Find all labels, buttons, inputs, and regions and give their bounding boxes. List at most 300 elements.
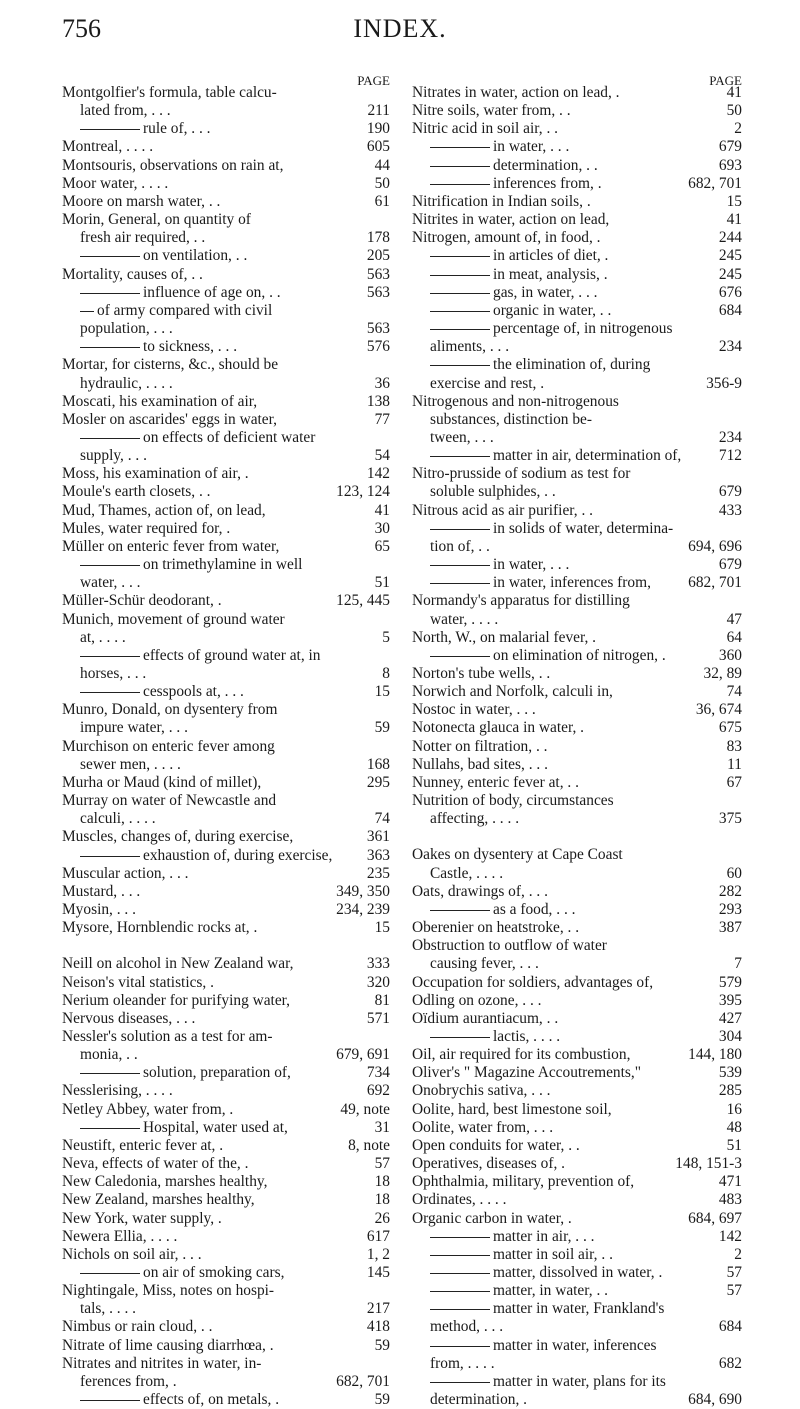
- index-line: [412, 756, 742, 774]
- entry-text: [80, 719, 371, 737]
- index-line: [412, 901, 742, 919]
- index-line: [62, 411, 390, 429]
- entry-text: [80, 1264, 363, 1282]
- page-ref: 675: [718, 719, 742, 737]
- entry-label: Moss, his examination of air, .: [62, 465, 249, 483]
- repeat-dash: [80, 565, 140, 566]
- page-ref: 11: [727, 755, 742, 773]
- page-ref: 125, 445: [336, 592, 390, 610]
- entry-label: Nitrate of lime causing diarrhœa, .: [62, 1336, 274, 1354]
- entry-label: Open conduits for water, . .: [412, 1136, 580, 1154]
- page-ref: 59: [374, 719, 390, 737]
- entry-text: [430, 1391, 684, 1409]
- page-column-heading: PAGE: [709, 73, 742, 88]
- index-entry: [62, 1264, 390, 1282]
- index-line: [412, 647, 742, 665]
- index-line: [62, 375, 390, 393]
- entry-label: Munich, movement of ground water: [62, 610, 285, 628]
- index-entry: [62, 411, 390, 429]
- entry-text: [430, 520, 738, 538]
- entry-label: Nitrogenous and non-nitrogenous: [412, 392, 619, 410]
- repeat-dash: [430, 1273, 490, 1274]
- entry-label: soluble sulphides, . .: [430, 483, 556, 501]
- entry-label: Nerium oleander for purifying water,: [62, 991, 291, 1009]
- entry-label: Mustard, . . .: [62, 882, 141, 900]
- entry-text: [412, 229, 715, 247]
- entry-text: [430, 1228, 715, 1246]
- entry-label: supply, . . .: [80, 447, 147, 465]
- entry-label: Norwich and Norfolk, calculi in,: [412, 683, 613, 701]
- entry-label: gas, in water, . . .: [493, 283, 598, 301]
- page-ref: 387: [718, 919, 742, 937]
- repeat-dash: [430, 329, 490, 330]
- index-line: [412, 974, 742, 992]
- index-line: [62, 828, 390, 846]
- entry-text: [430, 138, 715, 156]
- index-entry: [412, 320, 742, 356]
- entry-label: Mud, Thames, action of, on lead,: [62, 501, 266, 519]
- entry-label: water, . . . .: [430, 610, 499, 628]
- entry-text: [62, 792, 386, 810]
- repeat-dash: [430, 1382, 490, 1383]
- entry-label: Oolite, hard, best limestone soil,: [412, 1100, 612, 1118]
- page-ref: 59: [374, 1391, 390, 1409]
- entry-text: [80, 629, 378, 647]
- page-ref: 684: [718, 301, 742, 319]
- entry-text: [80, 320, 363, 338]
- page-ref: 679: [718, 138, 742, 156]
- index-line: [62, 974, 390, 992]
- index-line: [62, 193, 390, 211]
- page-ref: 235: [366, 864, 390, 882]
- entry-label: Odling on ozone, . . .: [412, 991, 542, 1009]
- index-line: [412, 302, 742, 320]
- entry-label: Ophthalmia, military, prevention of,: [412, 1173, 635, 1191]
- entry-label: Normandy's apparatus for distilling: [412, 592, 630, 610]
- index-entry: [412, 738, 742, 756]
- entry-label: effects of, on metals, .: [143, 1391, 280, 1409]
- index-line: [412, 1391, 742, 1409]
- page-ref: 74: [726, 683, 742, 701]
- entry-label: Neva, effects of water of the, .: [62, 1155, 249, 1173]
- repeat-dash: [430, 256, 490, 257]
- entry-label: Nitro-prusside of sodium as test for: [412, 465, 631, 483]
- index-entry: [62, 1137, 390, 1155]
- index-entry: [62, 1318, 390, 1336]
- repeat-dash: [80, 256, 140, 257]
- repeat-dash: [80, 856, 140, 857]
- index-line: [62, 1155, 390, 1173]
- index-line: [412, 1282, 742, 1300]
- entry-text: [80, 1046, 332, 1064]
- repeat-dash: [430, 293, 490, 294]
- page-ref: 41: [726, 84, 742, 101]
- index-line: [412, 1101, 742, 1119]
- page-ref: 576: [366, 338, 390, 356]
- entry-text: [430, 1355, 715, 1373]
- index-entry: [62, 247, 390, 265]
- entry-label: Mysore, Hornblendic rocks at, .: [62, 919, 258, 937]
- entry-label: effects of ground water at, in: [143, 646, 321, 664]
- index-line: [62, 756, 390, 774]
- entry-label: as a food, . . .: [493, 900, 576, 918]
- page-ref: 571: [366, 1009, 390, 1027]
- entry-text: [412, 84, 723, 102]
- index-line: [412, 284, 742, 302]
- page-ref: 395: [718, 991, 742, 1009]
- entry-text: [80, 120, 363, 138]
- entry-label: Oïdium aurantiacum, . .: [412, 1009, 559, 1027]
- repeat-dash: [80, 1400, 140, 1401]
- index-line: [412, 846, 742, 864]
- index-entry: [62, 1282, 390, 1318]
- index-entry: [412, 1119, 742, 1137]
- entry-text: [62, 865, 363, 883]
- index-entry: [412, 1082, 742, 1100]
- entry-label: Mortar, for cisterns, &c., should be: [62, 356, 279, 374]
- index-entry: [412, 356, 742, 392]
- page-ref: 50: [726, 102, 742, 120]
- entry-label: Neustift, enteric fever at, .: [62, 1136, 224, 1154]
- entry-text: [430, 175, 684, 193]
- page-ref: 57: [374, 1155, 390, 1173]
- page-ref: 682, 701: [688, 174, 742, 192]
- page-ref: 36, 674: [695, 701, 742, 719]
- entry-label: matter in air, . . .: [493, 1227, 595, 1245]
- entry-label: Ordinates, . . . .: [412, 1191, 507, 1209]
- entry-label: Mortality, causes of, . .: [62, 265, 203, 283]
- index-entry: [412, 937, 742, 973]
- entry-text: [62, 901, 332, 919]
- entry-label: matter, in water, . .: [493, 1282, 609, 1300]
- page-ref: 178: [366, 229, 390, 247]
- entry-text: [80, 647, 386, 665]
- entry-text: [62, 974, 363, 992]
- index-entry: [412, 284, 742, 302]
- repeat-dash: [430, 1346, 490, 1347]
- entry-label: Neill on alcohol in New Zealand war,: [62, 955, 294, 973]
- entry-text: [430, 647, 715, 665]
- index-line: [412, 592, 742, 610]
- index-entry: [412, 919, 742, 937]
- index-line: [412, 483, 742, 501]
- index-entry: [412, 1191, 742, 1209]
- entry-label: Oats, drawings of, . . .: [412, 882, 548, 900]
- entry-text: [62, 483, 332, 501]
- entry-label: Oliver's " Magazine Accoutrements,": [412, 1064, 642, 1082]
- index-entry: [412, 1210, 742, 1228]
- entry-label: in articles of diet, .: [493, 247, 609, 265]
- index-entry: [412, 883, 742, 901]
- entry-label: Castle, . . . .: [430, 864, 504, 882]
- index-line: [412, 102, 742, 120]
- index-entry: [412, 157, 742, 175]
- index-line: [62, 901, 390, 919]
- index-line: [62, 338, 390, 356]
- page-ref: 65: [374, 537, 390, 555]
- index-line: [62, 665, 390, 683]
- entry-label: on elimination of nitrogen, .: [493, 646, 666, 664]
- index-line: [62, 447, 390, 465]
- page-ref: 51: [726, 1136, 742, 1154]
- index-line: [412, 1064, 742, 1082]
- index-entry: [412, 1373, 742, 1409]
- repeat-dash: [430, 184, 490, 185]
- entry-text: [62, 211, 386, 229]
- index-line: [62, 247, 390, 265]
- index-line: [412, 574, 742, 592]
- entry-text: [430, 538, 684, 556]
- entry-text: [430, 1028, 715, 1046]
- index-entry: [62, 1355, 390, 1391]
- entry-label: Morin, General, on quantity of: [62, 211, 251, 229]
- index-entry: [412, 1010, 742, 1028]
- entry-label: to sickness, . . .: [143, 338, 238, 356]
- repeat-dash: [430, 365, 490, 366]
- index-entry: [412, 502, 742, 520]
- entry-label: Nitric acid in soil air, . .: [412, 120, 558, 138]
- page-ref: 684, 697: [688, 1209, 742, 1227]
- index-line: [412, 1228, 742, 1246]
- entry-label: cesspools at, . . .: [143, 683, 244, 701]
- page-ref: 18: [374, 1191, 390, 1209]
- index-line: [62, 719, 390, 737]
- index-entry: [62, 611, 390, 647]
- index-line: [62, 955, 390, 973]
- entry-text: [412, 883, 715, 901]
- entry-text: [412, 102, 723, 120]
- page-ref: 245: [718, 247, 742, 265]
- repeat-dash: [430, 311, 490, 312]
- index-line: [62, 102, 390, 120]
- index-line: [412, 701, 742, 719]
- index-line: [62, 683, 390, 701]
- index-line: [412, 1373, 742, 1391]
- entry-text: [412, 756, 723, 774]
- index-entry: [62, 211, 390, 247]
- index-line: [412, 1318, 742, 1336]
- index-entry: [62, 1246, 390, 1264]
- index-entry: [62, 738, 390, 774]
- repeat-dash: [430, 529, 490, 530]
- entry-text: [430, 411, 738, 429]
- page-ref: 138: [366, 392, 390, 410]
- index-line: [62, 992, 390, 1010]
- page-ref: 282: [718, 882, 742, 900]
- repeat-dash: [80, 656, 140, 657]
- page-ref: 245: [718, 265, 742, 283]
- page-ref: 320: [366, 973, 390, 991]
- entry-text: [62, 538, 371, 556]
- index-entry: [62, 792, 390, 828]
- entry-label: monia, . .: [80, 1046, 138, 1064]
- index-entry: [412, 138, 742, 156]
- entry-label: ferences from, .: [80, 1372, 177, 1390]
- page-ref: 471: [718, 1173, 742, 1191]
- page-ref: 47: [726, 610, 742, 628]
- index-entry: [62, 393, 390, 411]
- index-line: [412, 375, 742, 393]
- repeat-dash: [80, 1073, 140, 1074]
- index-line: [412, 1264, 742, 1282]
- entry-label: aliments, . . .: [430, 338, 510, 356]
- index-line: [412, 193, 742, 211]
- entry-text: [62, 1246, 363, 1264]
- entry-text: [62, 411, 371, 429]
- entry-label: Murha or Maud (kind of millet),: [62, 773, 262, 791]
- entry-label: sewer men, . . . .: [80, 755, 181, 773]
- entry-label: Organic carbon in water, .: [412, 1209, 572, 1227]
- page-ref: 30: [374, 519, 390, 537]
- entry-label: matter, dissolved in water, .: [493, 1264, 663, 1281]
- entry-label: exhaustion of, during exercise,: [143, 846, 333, 864]
- page-ref: 5: [382, 628, 390, 646]
- index-line: [62, 1246, 390, 1264]
- index-entry: [412, 175, 742, 193]
- index-line: [62, 1137, 390, 1155]
- entry-label: on trimethylamine in well: [143, 556, 303, 574]
- index-entry: [412, 719, 742, 737]
- entry-label: Operatives, diseases of, .: [412, 1155, 566, 1173]
- entry-text: [62, 502, 371, 520]
- entry-label: Müller-Schür deodorant, .: [62, 592, 222, 610]
- index-entry: [412, 756, 742, 774]
- page-ref: 605: [366, 138, 390, 156]
- index-column-right: [412, 73, 742, 1409]
- index-entry: [62, 266, 390, 284]
- entry-label: of army compared with civil: [97, 301, 273, 319]
- page-ref: 145: [366, 1264, 390, 1281]
- entry-label: Mules, water required for, .: [62, 519, 231, 537]
- index-line: [62, 1119, 390, 1137]
- entry-label: Nervous diseases, . . .: [62, 1009, 196, 1027]
- repeat-dash: [80, 311, 94, 312]
- entry-text: [430, 1282, 723, 1300]
- entry-text: [430, 556, 715, 574]
- repeat-dash: [430, 910, 490, 911]
- page-ref: 361: [366, 828, 390, 846]
- index-entry: [62, 138, 390, 156]
- page-ref: 682, 701: [336, 1372, 390, 1390]
- entry-text: [412, 738, 723, 756]
- section-gap: [62, 937, 390, 955]
- index-line: [62, 738, 390, 756]
- index-entry: [412, 302, 742, 320]
- index-entry: [412, 792, 742, 828]
- index-entry: [62, 338, 390, 356]
- page-ref: 285: [718, 1082, 742, 1100]
- entry-label: Onobrychis sativa, . . .: [412, 1082, 551, 1100]
- index-line: [412, 465, 742, 483]
- index-line: [62, 629, 390, 647]
- entry-label: Nitrates in water, action on lead, .: [412, 84, 620, 101]
- entry-text: [62, 1318, 363, 1336]
- index-entry: [62, 1082, 390, 1100]
- index-entry: [62, 1064, 390, 1082]
- entry-label: Moor water, . . . .: [62, 174, 169, 192]
- entry-text: [62, 157, 371, 175]
- entry-text: [62, 138, 363, 156]
- index-line: [62, 792, 390, 810]
- entry-text: [430, 266, 715, 284]
- index-line: [412, 1191, 742, 1209]
- page-ref: 333: [366, 955, 390, 973]
- entry-label: inferences from, .: [493, 174, 602, 192]
- index-entry: [62, 1119, 390, 1137]
- repeat-dash: [80, 438, 140, 439]
- entry-label: Nitrogen, amount of, in food, .: [412, 229, 601, 247]
- page-ref: 64: [726, 628, 742, 646]
- index-entry: [412, 120, 742, 138]
- entry-label: Munro, Donald, on dysentery from: [62, 701, 278, 719]
- entry-label: Moscati, his examination of air,: [62, 392, 258, 410]
- entry-label: Nitrous acid as air purifier, . .: [412, 501, 594, 519]
- entry-label: Nunney, enteric fever at, . .: [412, 773, 579, 791]
- index-line: [412, 1119, 742, 1137]
- index-entry: [412, 774, 742, 792]
- index-line: [62, 883, 390, 901]
- index-entry: [412, 1246, 742, 1264]
- entry-text: [412, 1101, 723, 1119]
- page-ref: 356-9: [706, 374, 742, 392]
- entry-label: on ventilation, . .: [143, 247, 248, 265]
- index-entry: [412, 193, 742, 211]
- page-ref: 692: [366, 1082, 390, 1100]
- page-ref: 67: [726, 773, 742, 791]
- page-ref: 57: [726, 1264, 742, 1281]
- entry-text: [430, 611, 723, 629]
- index-line: [412, 84, 742, 102]
- index-entry: [62, 157, 390, 175]
- index-line: [62, 1373, 390, 1391]
- repeat-dash: [430, 1291, 490, 1292]
- entry-text: [62, 883, 332, 901]
- page-ref: 18: [374, 1173, 390, 1191]
- entry-label: lated from, . . .: [80, 102, 171, 120]
- repeat-dash: [80, 129, 140, 130]
- entry-label: percentage of, in nitrogenous: [493, 320, 673, 338]
- entry-label: Nitrates and nitrites in water, in-: [62, 1354, 262, 1372]
- index-entry: [62, 120, 390, 138]
- page-ref: 684, 690: [688, 1391, 742, 1409]
- index-entry: [62, 1391, 390, 1409]
- entry-text: [80, 447, 371, 465]
- index-line: [412, 719, 742, 737]
- index-line: [412, 1355, 742, 1373]
- page-ref: 234: [718, 428, 742, 446]
- index-line: [412, 919, 742, 937]
- index-line: [62, 1064, 390, 1082]
- index-line: [62, 520, 390, 538]
- entry-text: [80, 1391, 371, 1409]
- entry-text: [62, 1191, 371, 1209]
- page-ref: 144, 180: [688, 1046, 742, 1064]
- entry-text: [430, 338, 715, 356]
- index-entry: [412, 1028, 742, 1046]
- entry-label: Montgolfier's formula, table calcu-: [62, 84, 277, 101]
- repeat-dash: [430, 1309, 490, 1310]
- entry-label: Nitrification in Indian soils, .: [412, 192, 591, 210]
- entry-label: Mosler on ascarides' eggs in water,: [62, 410, 277, 428]
- index-entry: [62, 647, 390, 683]
- index-line: [62, 138, 390, 156]
- index-entry: [412, 1264, 742, 1282]
- entry-text: [80, 574, 371, 592]
- entry-label: New Caledonia, marshes healthy,: [62, 1173, 268, 1191]
- entry-label: Oberenier on heatstroke, . .: [412, 919, 580, 937]
- page-ref: 50: [374, 174, 390, 192]
- entry-text: [62, 1355, 386, 1373]
